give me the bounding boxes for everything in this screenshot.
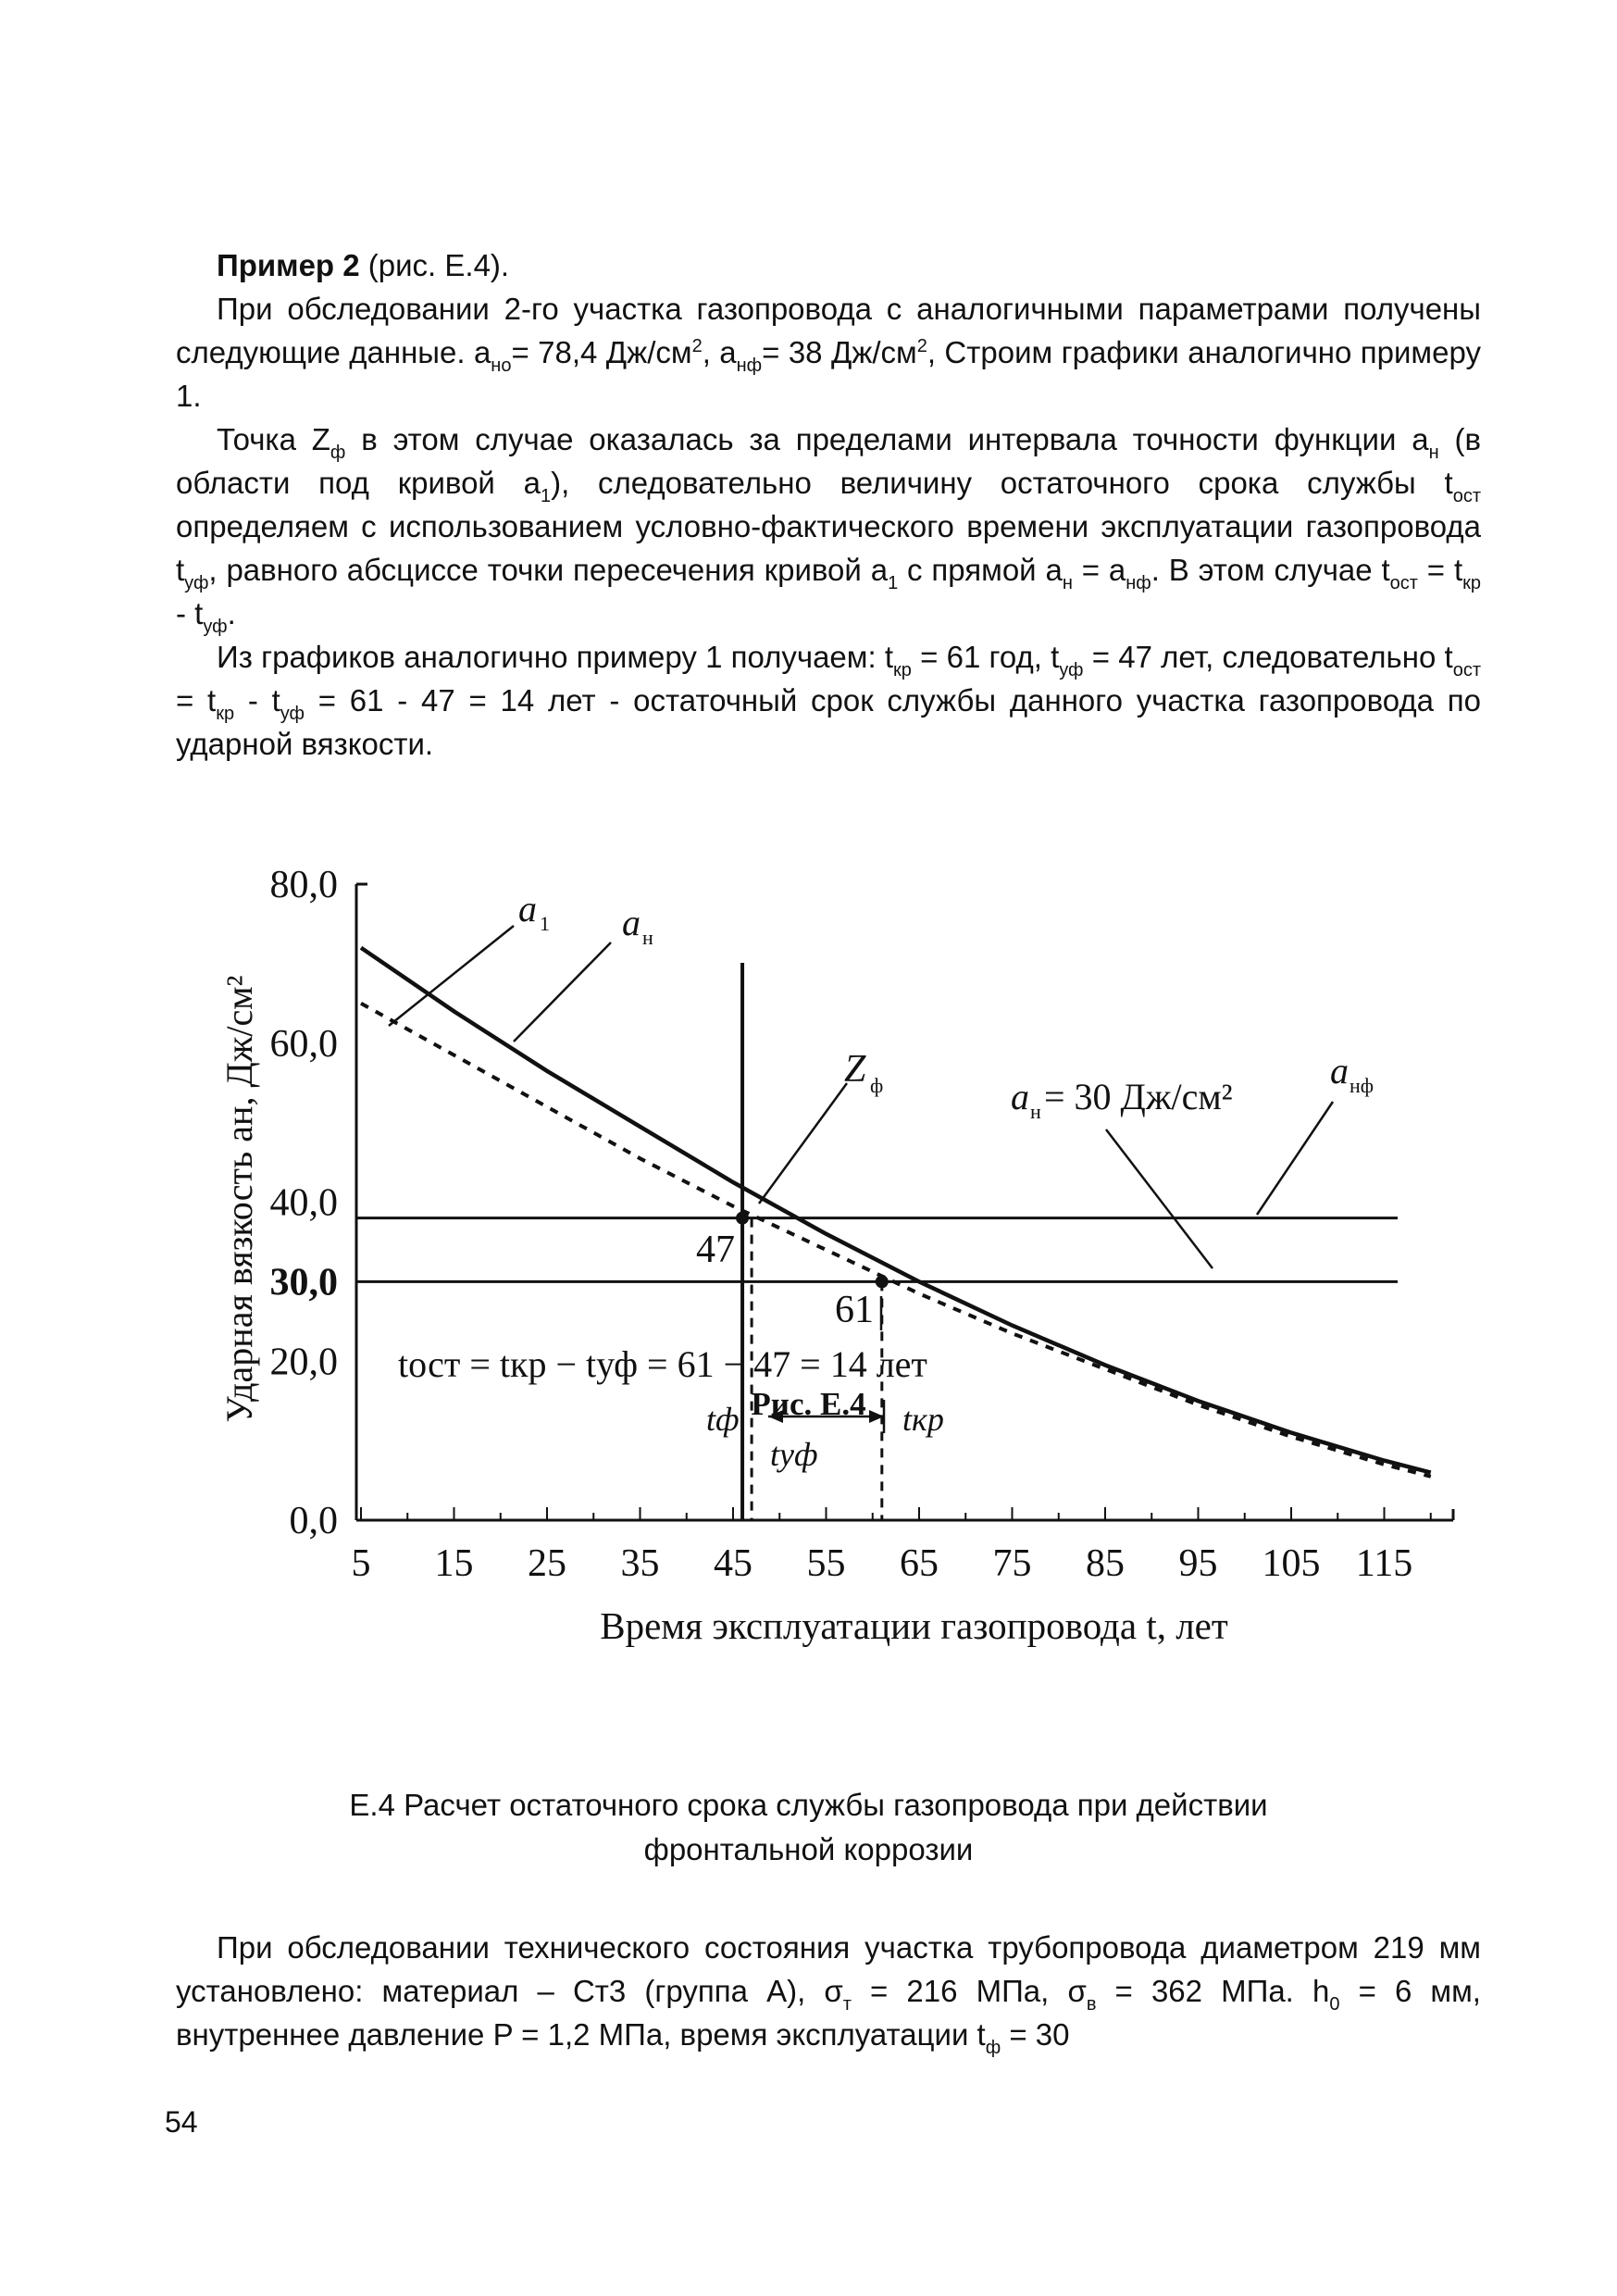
figure-caption: Рис. Е.4 <box>751 1386 866 1422</box>
x-axis-title: Время эксплуатации газопровода t, лет <box>600 1604 1228 1647</box>
point-label-zf-sub: ф <box>870 1074 884 1097</box>
p3-text: = 61 - 47 = 14 лет - остаточный срок службы данного участка газопровода по ударной вязкости. <box>176 683 1482 761</box>
page-number: 54 <box>165 2105 198 2139</box>
body-text: = 6 мм, внутреннее давление P = 1,2 МПа, время эксплуатации t <box>176 1974 1481 2052</box>
p2-text: в этом случае оказалась за пределами интервала точности функции a <box>345 422 1429 456</box>
hline-label-an: a <box>1011 1076 1029 1117</box>
hline-label-anf-sub: нф <box>1350 1074 1374 1097</box>
x-tick-label: 25 <box>528 1542 566 1585</box>
p1-sup: 2 <box>691 336 703 356</box>
p3-text: = 61 год, t <box>911 640 1060 674</box>
x-tick-label: 75 <box>992 1542 1032 1585</box>
body-sub: т <box>842 1994 852 2015</box>
p2-text: с прямой a <box>898 553 1063 587</box>
p2-text: (в области под кривой a <box>176 422 1481 500</box>
p3-sub: кр <box>893 660 912 680</box>
x-tick-label: 115 <box>1355 1542 1413 1585</box>
y-tick-label: 30,0 <box>269 1261 338 1304</box>
label-tuf: tуф <box>770 1436 818 1473</box>
p2-text: , равного абсциссе точки пересечения кривой a <box>208 553 889 587</box>
x-tick-label: 45 <box>714 1542 753 1585</box>
p1-text: , Строим графики аналогично примеру 1. <box>176 335 1481 413</box>
marker-point-0 <box>736 1212 749 1225</box>
body-text: При обследовании технического состояния участка трубопровода диаметром 219 мм установлено: материал – Ст3 (группа А), σ <box>176 1930 1481 2008</box>
p3-text: = 47 лет, следовательно t <box>1083 640 1453 674</box>
x-tick-label: 15 <box>434 1542 474 1585</box>
p1-sub: нф <box>736 356 763 376</box>
y-tick-label: 20,0 <box>269 1341 338 1384</box>
point-label-zf: Z <box>844 1048 866 1091</box>
section-paragraph <box>176 1926 1481 2056</box>
p2-sub: ост <box>1452 486 1481 506</box>
p2-sub: ф <box>330 443 346 463</box>
p1-text: При обследовании 2-го участка газопровода с аналогичными параметрами получены следующие данные. a <box>176 292 1481 369</box>
example-title: Пример 2 <box>217 248 360 282</box>
p2-sub: 1 <box>540 486 552 506</box>
series-label-a1-sub: 1 <box>540 912 550 935</box>
p2-sub: уф <box>203 617 228 637</box>
p2-text: . <box>227 596 236 630</box>
example-ref: (рис. Е.4). <box>359 248 510 282</box>
p3-sub: уф <box>1059 660 1084 680</box>
p1-text: = 78,4 Дж/см <box>511 335 692 369</box>
formula-annotation: tост = tкр − tуф = 61 − 47 = 14 лет <box>398 1343 927 1385</box>
p2-sub: 1 <box>888 573 899 593</box>
body-sub: 0 <box>1329 1994 1340 2015</box>
y-tick-label: 0,0 <box>289 1500 338 1542</box>
series-label-a1: a <box>518 888 537 930</box>
p2-text: . В этом случае t <box>1151 553 1390 587</box>
annotation-47: 47 <box>696 1229 735 1271</box>
p2-sub: уф <box>184 573 209 593</box>
body-sub: в <box>1086 1994 1097 2015</box>
leader-an-30 <box>1106 1129 1213 1268</box>
x-tick-label: 85 <box>1086 1542 1125 1585</box>
label-tf: tф <box>706 1401 740 1438</box>
p2-text: - t <box>176 596 204 630</box>
p2-text: Точка Z <box>217 422 330 456</box>
body-text: = 362 МПа. h <box>1096 1974 1330 2008</box>
x-tick-label: 5 <box>351 1542 371 1585</box>
leader-an <box>514 942 611 1042</box>
x-tick-label: 55 <box>806 1542 846 1585</box>
y-axis-title: Ударная вязкость aн, Дж/см² <box>218 975 260 1423</box>
leader-zf <box>759 1083 847 1204</box>
section-body <box>176 1926 1481 2056</box>
x-tick-label: 65 <box>900 1542 939 1585</box>
p2-text: = t <box>1417 553 1463 587</box>
p2-sub: н <box>1428 443 1439 463</box>
hline-label-anf: a <box>1330 1050 1349 1092</box>
body-text: = 216 МПа, σ <box>851 1974 1087 2008</box>
p3-text: Из графиков аналогично примеру 1 получаем: t <box>217 640 894 674</box>
x-tick-label: 95 <box>1178 1542 1218 1585</box>
p3-sub: уф <box>280 704 305 724</box>
p1-sub: но <box>491 356 512 376</box>
p3-sub: ост <box>1452 660 1481 680</box>
marker-point-1 <box>876 1275 889 1288</box>
series-label-an-sub: н <box>642 926 653 949</box>
p1-text: , a <box>702 335 737 369</box>
section-title-line-1: Е.4 Расчет остаточного срока службы газопровода при действии <box>349 1788 1268 1822</box>
y-tick-label: 60,0 <box>269 1022 338 1066</box>
hline-label-an-value: = 30 Дж/см² <box>1044 1076 1233 1117</box>
p3-text: - t <box>234 683 280 718</box>
annotation-61: 61 <box>835 1289 874 1331</box>
p2-text: определяем с использованием условно-фактического времени эксплуатации газопровода t <box>176 509 1481 587</box>
y-tick-label: 40,0 <box>269 1181 338 1225</box>
x-tick-label: 105 <box>1262 1542 1321 1585</box>
p2-sub: нф <box>1126 573 1151 593</box>
p2-sub: н <box>1062 573 1073 593</box>
p1-text: = 38 Дж/см <box>762 335 917 369</box>
series-label-an: a <box>622 902 641 943</box>
p2-text: = a <box>1072 553 1126 587</box>
body-sub: ф <box>985 2038 1001 2058</box>
p3-sub: кр <box>216 704 235 724</box>
body-text: = 30 <box>1001 2017 1070 2052</box>
x-tick-label: 35 <box>620 1542 660 1585</box>
leader-anf <box>1257 1102 1333 1215</box>
p2-sub: ост <box>1389 573 1418 593</box>
section-title-line-2: фронтальной коррозии <box>643 1832 974 1866</box>
p1-sup: 2 <box>916 336 927 356</box>
section-title <box>0 1783 1617 1872</box>
p3-text: = t <box>176 683 217 718</box>
y-tick-label: 80,0 <box>269 864 338 906</box>
hline-label-an-sub: н <box>1030 1100 1041 1123</box>
p2-sub: кр <box>1462 573 1481 593</box>
p2-text: ), следовательно величину остаточного срока службы t <box>551 466 1453 500</box>
label-tkr: tкр <box>902 1401 944 1438</box>
